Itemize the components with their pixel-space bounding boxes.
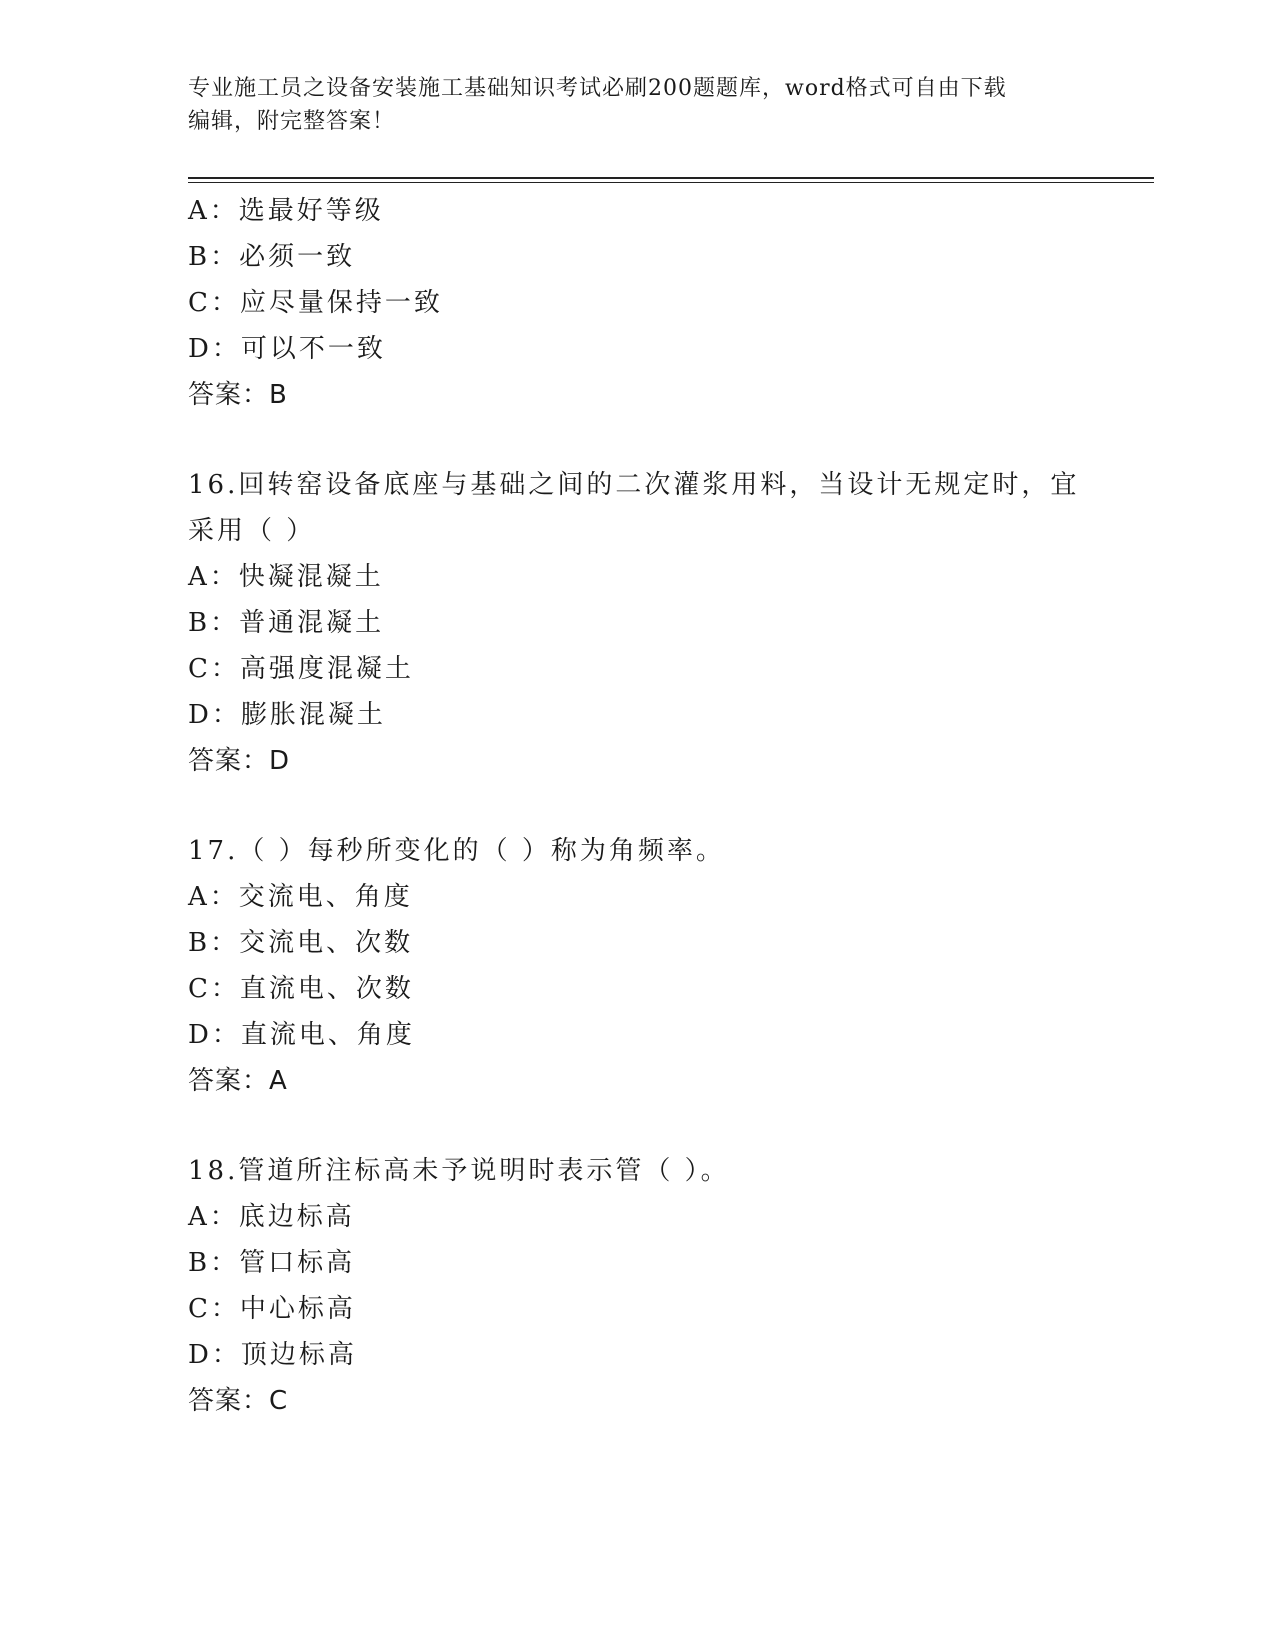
header-line-2: 编辑，附完整答案！ xyxy=(188,109,396,134)
option-b: B：交流电、次数 xyxy=(188,928,414,958)
option-a: A：选最好等级 xyxy=(188,196,384,226)
option-c: C：高强度混凝土 xyxy=(188,654,414,684)
question-15-block xyxy=(188,188,1148,418)
option-a: A：交流电、角度 xyxy=(188,882,413,912)
option-b: B：必须一致 xyxy=(188,242,356,272)
option-c: C：应尽量保持一致 xyxy=(188,288,443,318)
question-list xyxy=(188,188,1148,1424)
option-d: D：膨胀混凝土 xyxy=(188,700,386,730)
answer-label: 答案：A xyxy=(188,1066,288,1096)
answer-label: 答案：D xyxy=(188,746,291,776)
option-c: C：直流电、次数 xyxy=(188,974,414,1004)
option-b: B：普通混凝土 xyxy=(188,608,385,638)
spacer xyxy=(188,418,1148,462)
question-text: 18.管道所注标高未予说明时表示管（ ）。 xyxy=(188,1156,730,1186)
option-b: B：管口标高 xyxy=(188,1248,356,1278)
header-line-1: 专业施工员之设备安装施工基础知识考试必刷200题题库，word格式可自由下载 xyxy=(188,76,1007,101)
header-divider-thick xyxy=(188,177,1154,179)
spacer xyxy=(188,784,1148,828)
option-a: A：底边标高 xyxy=(188,1202,355,1232)
option-d: D：顶边标高 xyxy=(188,1340,357,1370)
question-16-block xyxy=(188,462,1148,784)
question-17-block xyxy=(188,828,1148,1104)
question-text: 17.（ ）每秒所变化的（ ）称为角频率。 xyxy=(188,836,725,866)
document-header xyxy=(188,72,1088,138)
option-c: C：中心标高 xyxy=(188,1294,356,1324)
option-a: A：快凝混凝土 xyxy=(188,562,384,592)
spacer xyxy=(188,1104,1148,1148)
question-text: 16.回转窑设备底座与基础之间的二次灌浆用料，当设计无规定时，宜 xyxy=(188,470,1080,500)
option-d: D：可以不一致 xyxy=(188,334,386,364)
answer-label: 答案：C xyxy=(188,1386,289,1416)
option-d: D：直流电、角度 xyxy=(188,1020,415,1050)
question-text-continued: 采用（ ） xyxy=(188,516,316,546)
question-18-block xyxy=(188,1148,1148,1424)
header-divider-thin xyxy=(188,182,1154,183)
answer-label: 答案：B xyxy=(188,380,288,410)
